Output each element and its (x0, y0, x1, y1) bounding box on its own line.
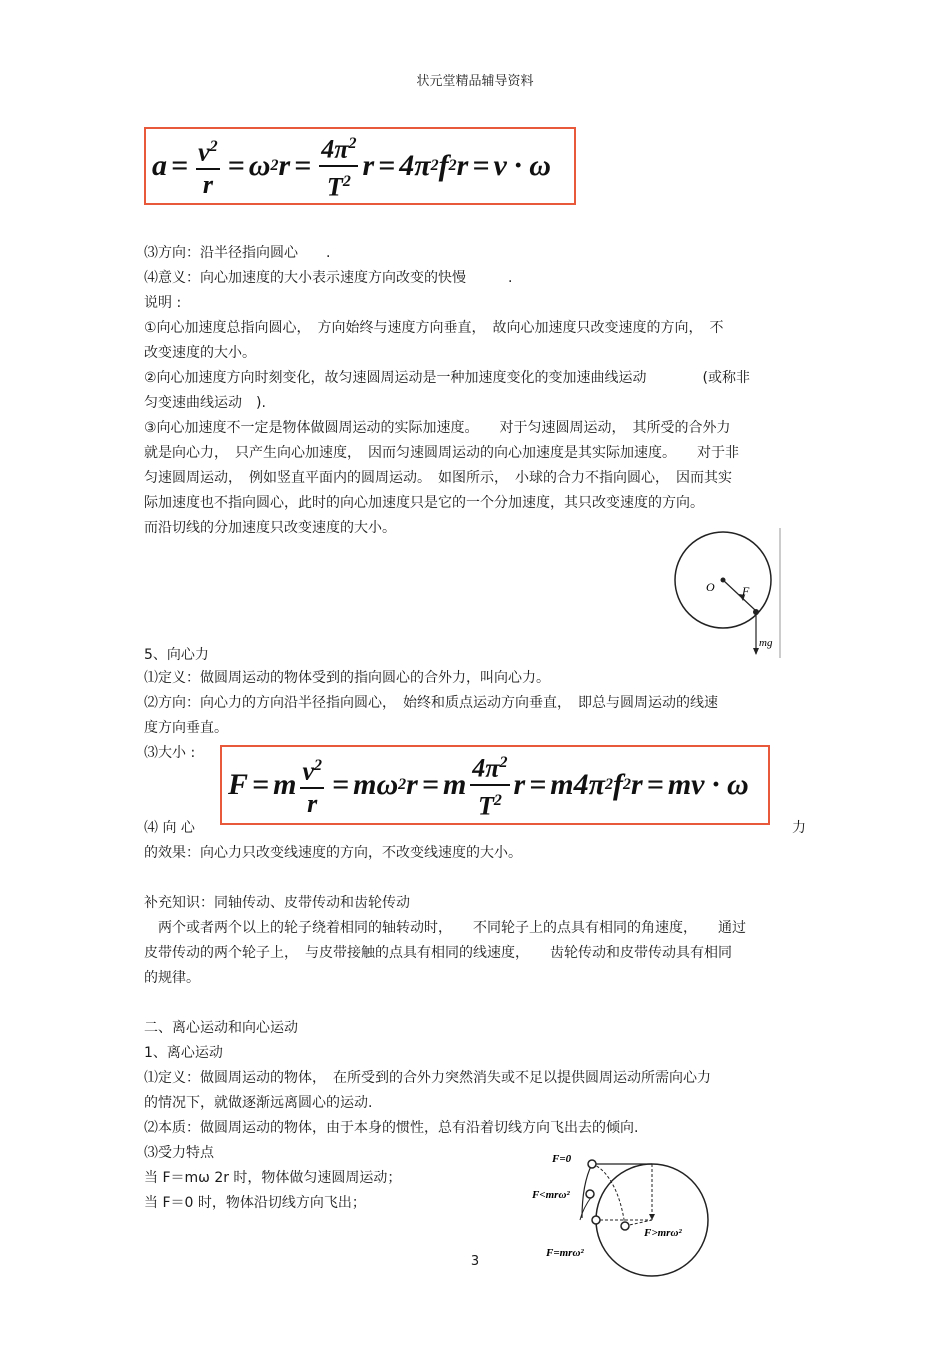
label-O: O (706, 580, 715, 594)
text-line: ③向心加速度不一定是物体做圆周运动的实际加速度。 对于匀速圆周运动， 其所受的合外力 (144, 420, 731, 436)
text-line: ⑷ 向 心 (144, 820, 195, 836)
vertical-circle-figure (665, 528, 790, 660)
ball-inner (621, 1222, 629, 1230)
section-title: 补充知识：同轴传动、皮带传动和齿轮传动 (144, 895, 410, 911)
formula-4pi2-over-T2: $\frac{4\pi^2}{T^2}$ (321, 135, 357, 202)
text-line: 力 (792, 820, 806, 836)
text-line: 改变速度的大小。 (144, 345, 256, 361)
text-line: 皮带传动的两个轮子上， 与皮带接触的点具有相同的线速度， 齿轮传动和皮带传动具有相同 (144, 945, 732, 961)
text-line: 两个或者两个以上的轮子绕着相同的轴转动时， 不同轮子上的点具有相同的角速度， 通过 (144, 920, 746, 936)
acceleration-formula-box: a = $\frac{v^2}{r}$ = ω 2 r = $\frac{4\pi^2}{T^2}$ r = 4π 2 f 2 r = v · ω (144, 127, 576, 205)
text-line: 当 F＝0 时，物体沿切线方向飞出； (144, 1195, 366, 1211)
ball-low (592, 1216, 600, 1224)
label-f-equal: F=mrω² (546, 1247, 584, 1259)
page-header: 状元堂精品辅导资料 (416, 74, 534, 89)
centripetal-force-formula-box: F = m $\frac{v^2}{r}$ = mω 2 r = m $\frac{4\pi^2}{T^2}$ r = m4π 2 f 2 r = mv · ω (220, 745, 770, 825)
text-line: 度方向垂直。 (144, 720, 228, 736)
formula-4pi2-over-T2: $\frac{4\pi^2}{T^2}$ (472, 754, 508, 821)
formula-eq: = (171, 149, 189, 182)
label-F: F (742, 584, 750, 598)
formula-a: a (152, 149, 167, 182)
ball-top (588, 1160, 596, 1168)
label-mg: mg (759, 637, 773, 649)
text-line: ⑷意义：向心加速度的大小表示速度方向改变的快慢 . (144, 270, 513, 286)
page-number: 3 (470, 1254, 480, 1269)
label-f-less: F<mrω² (532, 1189, 570, 1201)
text-line: ⑵本质：做圆周运动的物体，由于本身的惯性，总有沿着切线方向飞出去的倾向. (144, 1120, 639, 1136)
text-line: 就是向心力， 只产生向心加速度， 因而匀速圆周运动的向心加速度是其实际加速度。 对于非 (144, 445, 739, 461)
ball-mid (586, 1190, 594, 1198)
section-title: 5、向心力 (144, 647, 209, 663)
text-line: 而沿切线的分加速度只改变速度的大小。 (144, 520, 396, 536)
text-line: 的效果：向心力只改变线速度的方向，不改变线速度的大小。 (144, 845, 522, 861)
text-line: 的规律。 (144, 970, 200, 986)
label-f-more: F>mrω² (644, 1227, 682, 1239)
text-line: 当 F＝mω 2r 时，物体做匀速圆周运动； (144, 1170, 402, 1186)
text-line: 际加速度也不指向圆心，此时的向心加速度只是它的一个分加速度，其只改变速度的方向。 (144, 495, 704, 511)
formula-v2-over-r: $\frac{v^2}{r}$ (302, 756, 323, 818)
text-line: 说明 : (144, 295, 182, 311)
text-line: ⑴定义：做圆周运动的物体， 在所受到的合外力突然消失或不足以提供圆周运动所需向心力 (144, 1070, 711, 1086)
text-line: ②向心加速度方向时刻变化，故匀速圆周运动是一种加速度变化的变加速曲线运动 (或称非 (144, 370, 751, 386)
section-title: 二、离心运动和向心运动 (144, 1020, 298, 1036)
section-title: 1、离心运动 (144, 1045, 223, 1061)
text-line: ⑴定义：做圆周运动的物体受到的指向圆心的合外力，叫向心力。 (144, 670, 550, 686)
label-f-zero: F=0 (552, 1153, 572, 1165)
text-line: 匀变速曲线运动 ). (144, 395, 266, 411)
formula-v2-over-r: $\frac{v^2}{r}$ (198, 137, 218, 199)
text-line: ⑵方向：向心力的方向沿半径指向圆心， 始终和质点运动方向垂直， 即总与圆周运动的线速 (144, 695, 718, 711)
text-line: ①向心加速度总指向圆心， 方向始终与速度方向垂直， 故向心加速度只改变速度的方向， 不 (144, 320, 724, 336)
text-line: 的情况下，就做逐渐远离圆心的运动. (144, 1095, 373, 1111)
text-line: ⑶方向：沿半径指向圆心 . (144, 245, 331, 261)
text-line: ⑶受力特点 (144, 1145, 214, 1161)
text-line: ⑶大小 : (144, 745, 196, 761)
text-line: 匀速圆周运动， 例如竖直平面内的圆周运动。 如图所示， 小球的合力不指向圆心， 因而其实 (144, 470, 732, 486)
